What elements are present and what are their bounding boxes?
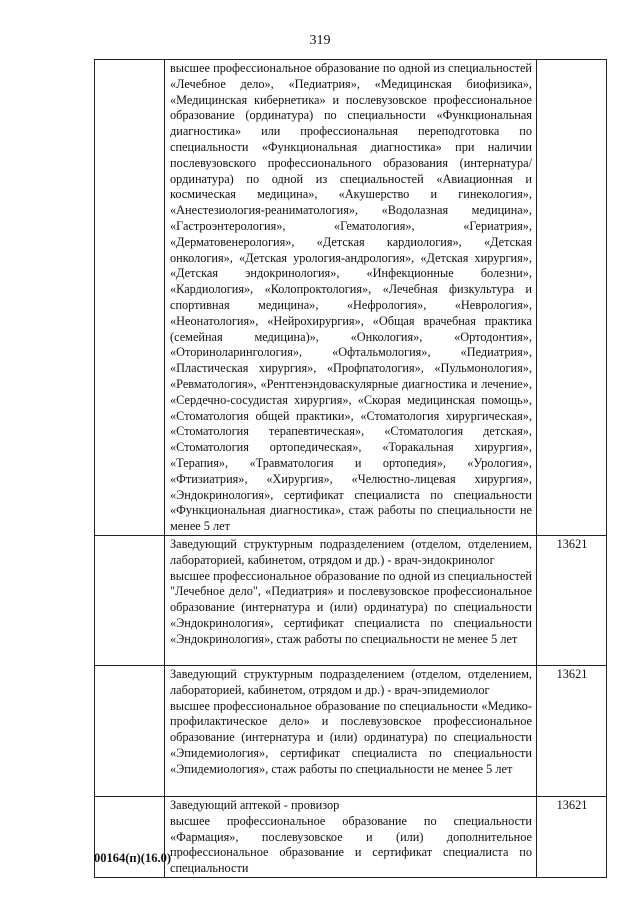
empty-cell	[95, 60, 165, 536]
requirements-text: высшее профессиональное образование по специальности «Фармация», послевузовское и (или) дополнительное профессиональное образование и сертификат специалиста по специальности	[170, 813, 532, 876]
description-cell	[165, 665, 537, 796]
position-title: Заведующий аптекой - провизор	[170, 797, 340, 812]
table-row	[95, 665, 607, 796]
requirements-text: высшее профессиональное образование по одной из специальностей «Лечебное дело», «Педиатрия», «Медицинская биофизика», «Медицинская кибернетика» и послевузовское профессиональное образование (ординатура) по специальности «Функциональная диагностика» или профессиональная переподготовка по специальности «Функциональная диагностика» при наличии послевузовского профессионального образования (интернатура/ординатура) по одной из специальностей «Авиационная и космическая медицина», «Акушерство и гинекология», «Анестезиология-реаниматология», «Водолазная медицина», «Гастроэнтерология», «Гематология», «Гериатрия», «Дерматовенерология», «Детская кардиология», «Детская онкология», «Детская урология-андрология», «Детская хирургия», «Детская эндокринология», «Инфекционные болезни», «Кардиология», «Колопроктология», «Лечебная физкультура и спортивная медицина», «Нефрология», «Неврология», «Неонатология», «Нейрохирургия», «Общая врачебная практика (семейная медицина)», «Онкология», «Ортодонтия», «Оториноларингология», «Офтальмология», «Педиатрия», «Пластическая хирургия», «Профпатология», «Пульмонология», «Ревматология», «Рентгенэндоваскулярные диагностика и лечение», «Сердечно-сосудистая хирургия», «Скорая медицинская помощь», «Стоматология общей практики», «Стоматология хирургическая», «Стоматология терапевтическая», «Стоматология детская», «Стоматология ортопедическая», «Торакальная хирургия», «Терапия», «Травматология и ортопедия», «Урология», «Фтизиатрия», «Хирургия», «Челюстно-лицевая хирургия», «Эндокринология», сертификат специалиста по специальности «Функциональная диагностика», стаж работы по специальности не менее 5 лет	[170, 61, 532, 534]
description-cell	[165, 535, 537, 665]
empty-cell	[95, 535, 165, 665]
position-title: Заведующий структурным подразделением (отделом, отделением, лабораторией, кабинетом, отрядом и др.) - врач-эндокринолог	[170, 536, 532, 567]
requirements-text: высшее профессиональное образование по одной из специальностей "Лечебное дело", «Педиатрия» и послевузовское профессиональное образование (интернатура и (или) ординатура) по специальности «Эндокринология», сертификат специалиста по специальности «Эндокринология», стаж работы по специальности не менее 5 лет	[170, 568, 532, 646]
code-cell: 13621	[537, 665, 607, 796]
table-row	[95, 535, 607, 665]
document-code: 00164(п)(16.0)	[94, 851, 171, 865]
code-cell: 13621	[537, 796, 607, 877]
empty-cell	[95, 665, 165, 796]
table-row	[95, 796, 607, 877]
requirements-text: высшее профессиональное образование по специальности «Медико-профилактическое дело» и послевузовское профессиональное образование (интернатура и (или) ординатура) по специальности «Эпидемиология», сертификат специалиста по специальности «Эпидемиология», стаж работы по специальности не менее 5 лет	[170, 698, 532, 776]
description-cell	[165, 796, 537, 877]
position-title: Заведующий структурным подразделением (отделом, отделением, лабораторией, кабинетом, отрядом и др.) - врач-эпидемиолог	[170, 666, 532, 697]
page-number: 319	[309, 33, 331, 48]
code-cell	[537, 60, 607, 536]
qualification-table	[94, 59, 607, 878]
description-cell	[165, 60, 537, 536]
code-cell: 13621	[537, 535, 607, 665]
table-row	[95, 60, 607, 536]
